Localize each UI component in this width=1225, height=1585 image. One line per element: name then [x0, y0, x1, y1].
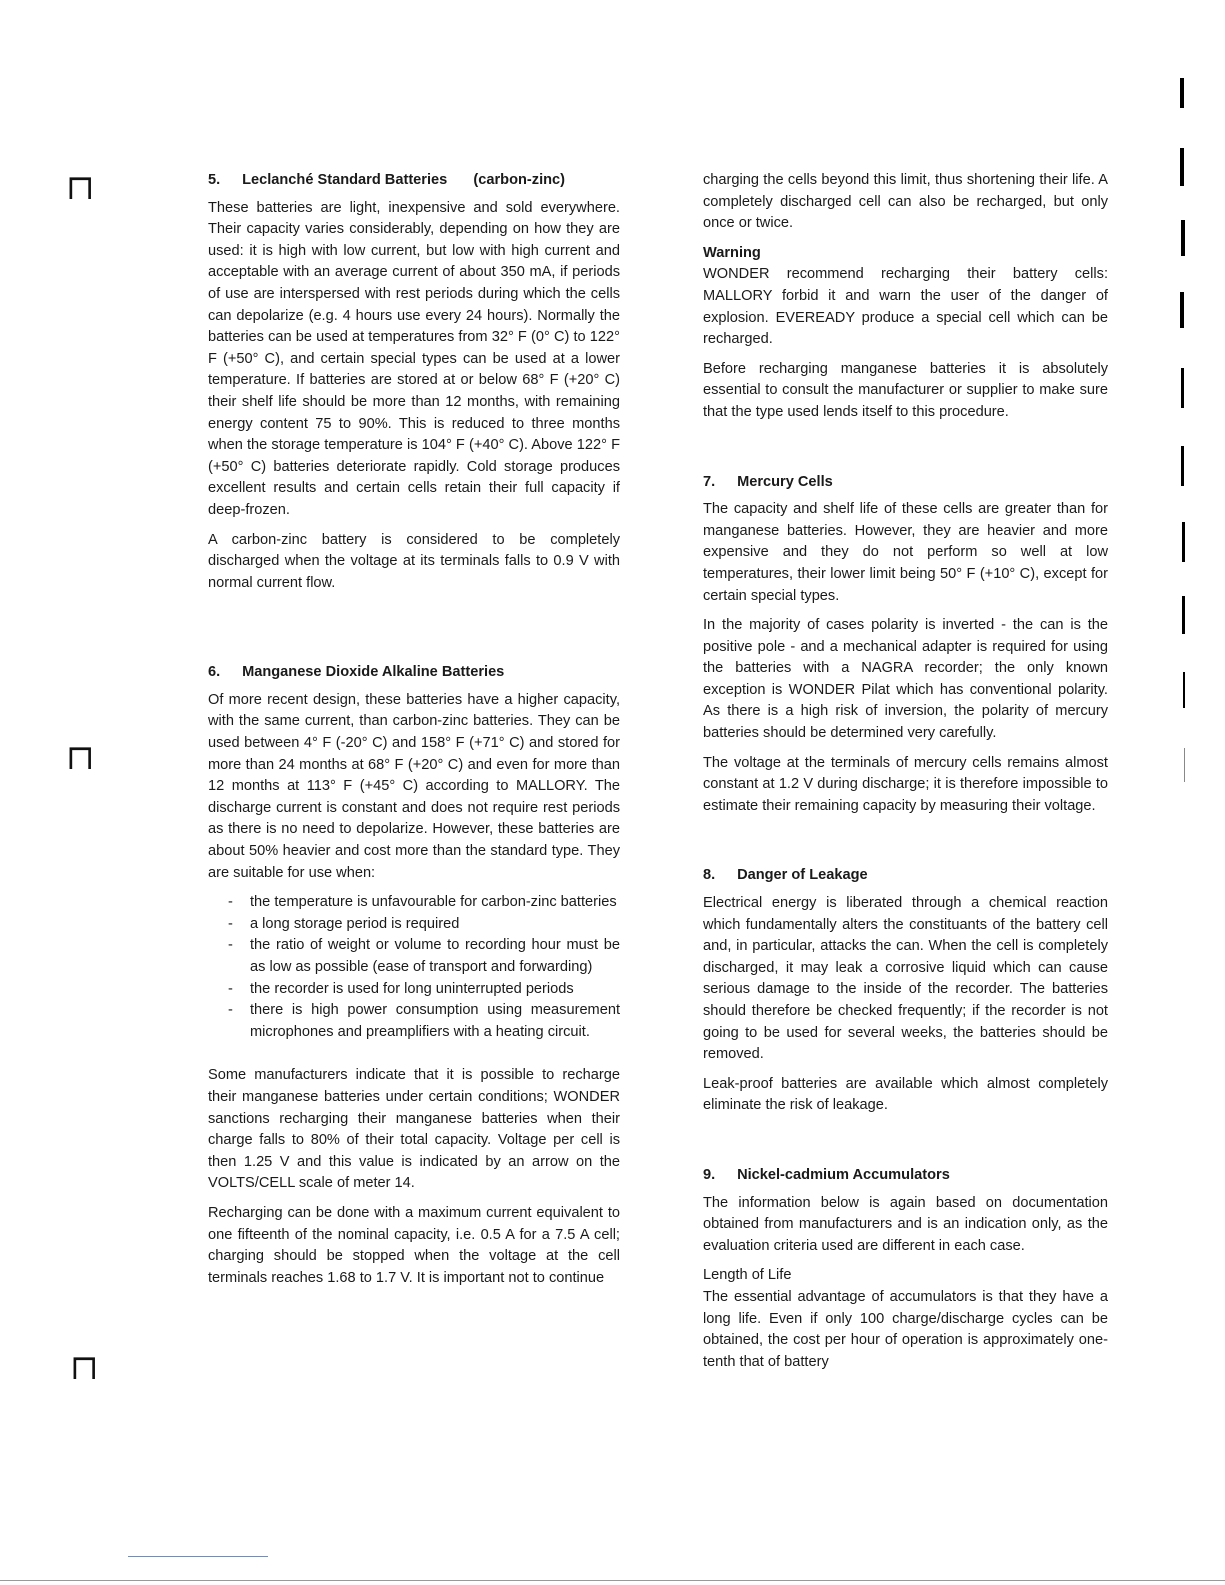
list-item: - the ratio of weight or volume to recording hour must be as low as possible (ease of transport and forwarding): [250, 935, 620, 978]
section-5-paragraph-1: These batteries are light, inexpensive and sold everywhere. Their capacity varies considerably, depending on how they are used: it is high with low current, but low with high current and acceptable with an average current of about 350 mA, if periods of use are interspersed with rest periods during which the cells can depolarize (e.g. 4 hours use every 24 hours). Normally the batteries can be used at temperatures from 32° F (0° C) to 122° F (+50° C), and certain special types can be used at a lower temperature. If batteries are stored at or below 68° F (+20° C) their shelf life should be more than 12 months, with remaining energy content 75 to 90%. This is reduced to three months when the storage temperature is 104° F (+40° C). Above 122° F (+50° C) batteries deteriorate rapidly. Cold storage produces excellent results and certain cells retain their full capacity if deep-frozen.: [208, 199, 620, 518]
warning-heading: Warning: [703, 244, 761, 261]
edge-mark-5: [1181, 368, 1184, 408]
section-7-paragraph-1: The capacity and shelf life of these cells are greater than for manganese batteries. However, they are heavier and more expensive and they do not perform so well at low temperatures, their lower limit being 50° F (+10° C), except for certain special types.: [703, 501, 1108, 604]
section-9-number: 9.: [703, 1166, 716, 1183]
section-9-heading: [703, 1165, 1108, 1187]
list-item: - there is high power consumption using measurement microphones and preamplifiers with a heating circuit.: [250, 1000, 620, 1043]
section-7-title: Mercury Cells: [737, 473, 833, 490]
section-6-list: [208, 892, 620, 1043]
left-column: [208, 170, 620, 1297]
section-9-title: Nickel-cadmium Accumulators: [737, 1166, 950, 1183]
edge-mark-1: [1180, 78, 1184, 108]
bottom-rule: [128, 1556, 268, 1557]
warning-paragraph-1: WONDER recommend recharging their battery cells: MALLORY forbid it and warn the user of the danger of explosion. EVEREADY produce a special cell which can be recharged.: [703, 266, 1108, 348]
section-5-title-suffix: (carbon-zinc): [473, 172, 566, 188]
section-8-number: 8.: [703, 867, 716, 884]
section-9-subheading: Length of Life: [703, 1267, 792, 1284]
edge-mark-6: [1181, 446, 1184, 486]
section-5-title: Leclanché Standard Batteries: [242, 172, 448, 188]
edge-mark-2: [1180, 148, 1184, 186]
binding-hole-mark-bottom: ⊓: [70, 1348, 99, 1388]
section-7-paragraph-3: The voltage at the terminals of mercury cells remains almost constant at 1.2 V during discharge; it is therefore impossible to estimate their remaining capacity by measuring their voltage.: [703, 754, 1108, 814]
edge-mark-3: [1181, 220, 1185, 256]
edge-mark-7: [1182, 522, 1185, 562]
section-8-paragraph-1: Electrical energy is liberated through a chemical reaction which fundamentally alters the constituants of the battery cell and, in particular, attacks the can. When the cell is completely discharged, it may leak a corrosive liquid which can cause serious damage to the inside of the recorder. The batteries should therefore be checked frequently; if the recorder is not going to be used for several weeks, the batteries should be removed.: [703, 895, 1108, 1063]
continued-paragraph: charging the cells beyond this limit, thus shortening their life. A completely discharged cell can also be recharged, but only once or twice.: [703, 172, 1108, 232]
section-8-title: Danger of Leakage: [737, 867, 868, 884]
section-6-paragraph-1: Of more recent design, these batteries have a higher capacity, with the same current, than carbon-zinc batteries. They can be used between 4° F (-20° C) and 158° F (+71° C) and stored for more than 24 months at 68° F (+20° C) and even for more than 12 months at 113° F (+45° C) according to MALLORY. The discharge current is constant and does not require rest periods as there is no need to depolarize. However, these batteries are about 50% heavier and cost more than the standard type. They are suitable for use when:: [208, 691, 620, 881]
section-9-paragraph-1: The information below is again based on documentation obtained from manufacturers and is an indication only, as the evaluation criteria used are different in each case.: [703, 1194, 1108, 1254]
binding-hole-mark-middle: ⊓: [66, 738, 95, 778]
section-6-paragraph-2: Some manufacturers indicate that it is possible to recharge their manganese batteries under certain conditions; WONDER sanctions recharging their manganese batteries when their charge falls to 80% of their total capacity. Voltage per cell is then 1.25 V and this value is indicated by an arrow on the VOLTS/CELL scale of meter 14.: [208, 1067, 620, 1192]
edge-mark-8: [1182, 596, 1185, 634]
section-9-paragraph-2: The essential advantage of accumulators is that they have a long life. Even if only 100 charge/discharge cycles can be obtained, the cost per hour of operation is approximately one-tenth that of battery: [703, 1288, 1108, 1370]
section-6-title: Manganese Dioxide Alkaline Batteries: [242, 664, 505, 681]
section-6-paragraph-3: Recharging can be done with a maximum current equivalent to one fifteenth of the nominal capacity, i.e. 0.5 A for a 7.5 A cell; charging should be stopped when the voltage at the cell terminals reaches 1.68 to 1.7 V. It is important not to continue: [208, 1204, 620, 1286]
section-6-heading: [208, 662, 620, 684]
right-column: [703, 170, 1108, 1381]
section-7-heading: [703, 472, 1108, 494]
section-7-paragraph-2: In the majority of cases polarity is inverted - the can is the positive pole - and a mechanical adapter is required for using the batteries with a NAGRA recorder; the only known exception is WONDER Pilat which has conventional polarity. As there is a high risk of inversion, the polarity of mercury batteries should be determined very carefully.: [703, 617, 1108, 742]
section-8-paragraph-2: Leak-proof batteries are available which almost completely eliminate the risk of leakage.: [703, 1075, 1108, 1114]
section-8-heading: [703, 865, 1108, 887]
binding-hole-mark-top: ⊓: [66, 168, 95, 208]
section-5-heading: [208, 170, 620, 192]
list-item: - a long storage period is required: [250, 914, 620, 936]
section-6-number: 6.: [208, 664, 221, 681]
footer-line: [0, 1580, 1225, 1581]
edge-mark-4: [1180, 292, 1184, 328]
list-item: - the temperature is unfavourable for carbon-zinc batteries: [250, 892, 620, 914]
warning-paragraph-2: Before recharging manganese batteries it is absolutely essential to consult the manufacturer or supplier to make sure that the type used lends itself to this procedure.: [703, 360, 1108, 420]
edge-mark-10: [1184, 748, 1185, 782]
section-5-paragraph-2: A carbon-zinc battery is considered to be completely discharged when the voltage at its terminals falls to 0.9 V with normal current flow.: [208, 531, 620, 591]
section-5-number: 5.: [208, 172, 221, 188]
section-7-number: 7.: [703, 473, 716, 490]
edge-mark-9: [1183, 672, 1185, 708]
list-item: - the recorder is used for long uninterrupted periods: [250, 979, 620, 1001]
